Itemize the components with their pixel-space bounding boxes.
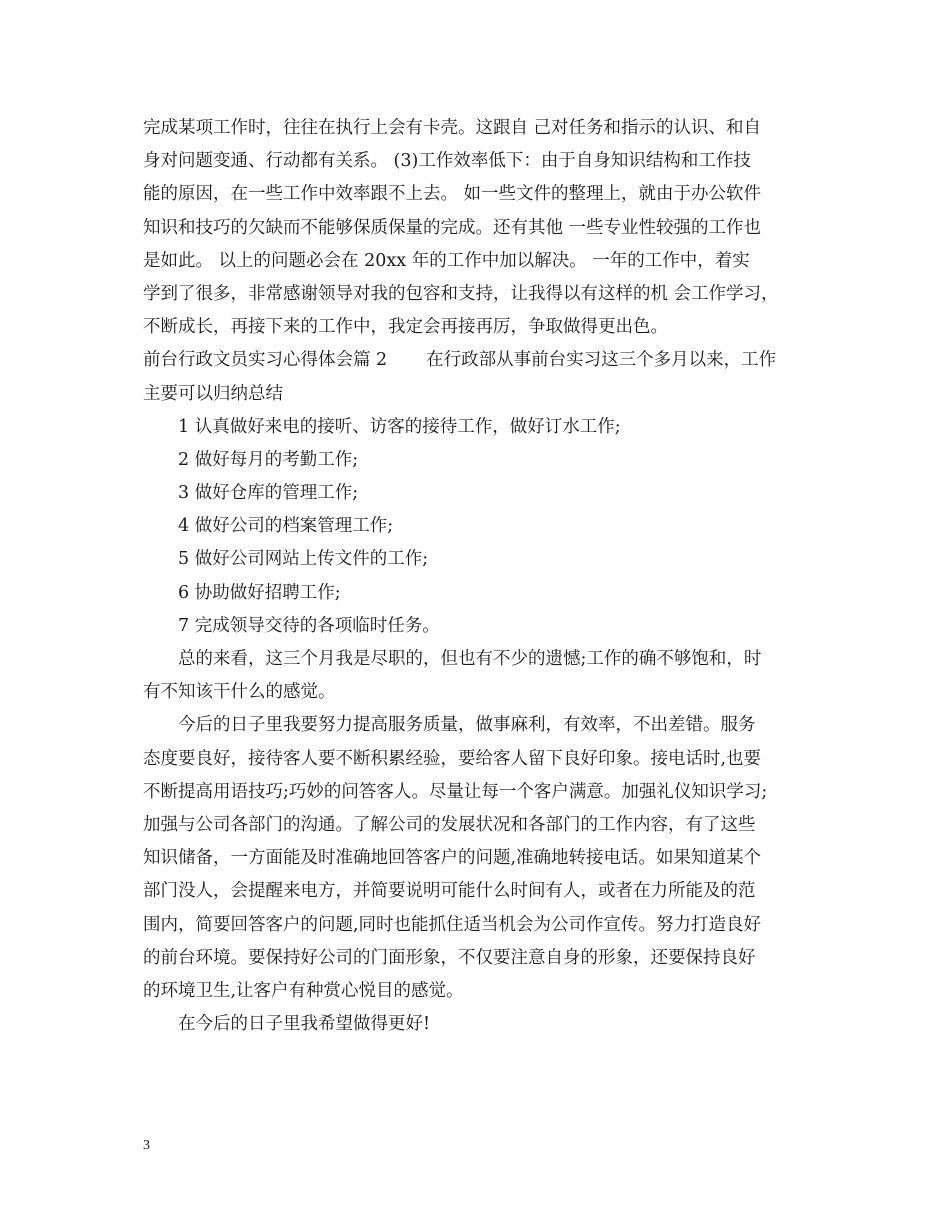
- text-line: 主要可以归纳总结: [143, 383, 283, 404]
- text-line: 是如此。 以上的问题必会在 20xx 年的工作中加以解决。 一年的工作中，着实: [143, 250, 750, 271]
- paragraph-line: 加强与公司各部门的沟通。了解公司的发展状况和各部门的工作内容，有了这些: [143, 814, 756, 835]
- paragraph-line: 有不知该干什么的感觉。: [143, 682, 336, 703]
- paragraph-line: 围内，简要回答客户的问题,同时也能抓住适当机会为公司作宣传。努力打造良好: [143, 914, 762, 935]
- section-heading-line: 前台行政文员实习心得体会篇 2 在行政部从事前台实习这三个多月以来，工作: [143, 350, 777, 371]
- paragraph-line: 不断提高用语技巧;巧妙的问答客人。尽量让每一个客户满意。加强礼仪知识学习;: [143, 781, 768, 802]
- paragraph-line: 的前台环境。要保持好公司的门面形象，不仅要注意自身的形象，还要保持良好: [143, 947, 756, 968]
- page-number: 3: [143, 1138, 150, 1153]
- list-item: 6 协助做好招聘工作;: [178, 582, 341, 603]
- closing-line: 在今后的日子里我希望做得更好!: [178, 1014, 431, 1035]
- text-line: 完成某项工作时，往往在执行上会有卡壳。这跟自 己对任务和指示的认识、和自: [143, 118, 762, 138]
- text-line: 知识和技巧的欠缺而不能够保质保量的完成。还有其他 一些专业性较强的工作也: [143, 217, 762, 238]
- paragraph-line: 态度要良好，接待客人要不断积累经验，要给客人留下良好印象。接电话时,也要: [143, 748, 762, 769]
- text-line: 学到了很多，非常感谢领导对我的包容和支持，让我得以有这样的机 会工作学习，: [143, 283, 779, 304]
- list-item: 2 做好每月的考勤工作;: [178, 449, 359, 470]
- paragraph-line: 部门没人，会提醒来电方，并简要说明可能什么时间有人，或者在力所能及的范: [143, 881, 756, 902]
- list-item: 7 完成领导交待的各项临时任务。: [178, 615, 440, 636]
- text-line: 能的原因，在一些工作中效率跟不上去。 如一些文件的整理上，就由于办公软件: [143, 184, 762, 205]
- list-item: 4 做好公司的档案管理工作;: [178, 516, 394, 537]
- text-line: 身对问题变通、行动都有关系。 (3)工作效率低下：由于自身知识结构和工作技: [143, 151, 751, 172]
- paragraph-line: 今后的日子里我要努力提高服务质量，做事麻利，有效率，不出差错。服务: [178, 715, 756, 736]
- text-line: 不断成长，再接下来的工作中，我定会再接再厉，争取做得更出色。: [143, 317, 668, 338]
- body-text: [143, 112, 823, 1041]
- paragraph-line: 知识储备，一方面能及时准确地回答客户的问题,准确地转接电话。如果知道某个: [143, 848, 762, 869]
- paragraph-line: 的环境卫生,让客户有种赏心悦目的感觉。: [143, 980, 464, 1001]
- list-item: 1 认真做好来电的接听、访客的接待工作，做好订水工作;: [178, 416, 621, 437]
- list-item: 3 做好仓库的管理工作;: [178, 483, 359, 504]
- paragraph-line: 总的来看，这三个月我是尽职的，但也有不少的遗憾;工作的确不够饱和，时: [178, 649, 762, 669]
- list-item: 5 做好公司网站上传文件的工作;: [178, 549, 429, 570]
